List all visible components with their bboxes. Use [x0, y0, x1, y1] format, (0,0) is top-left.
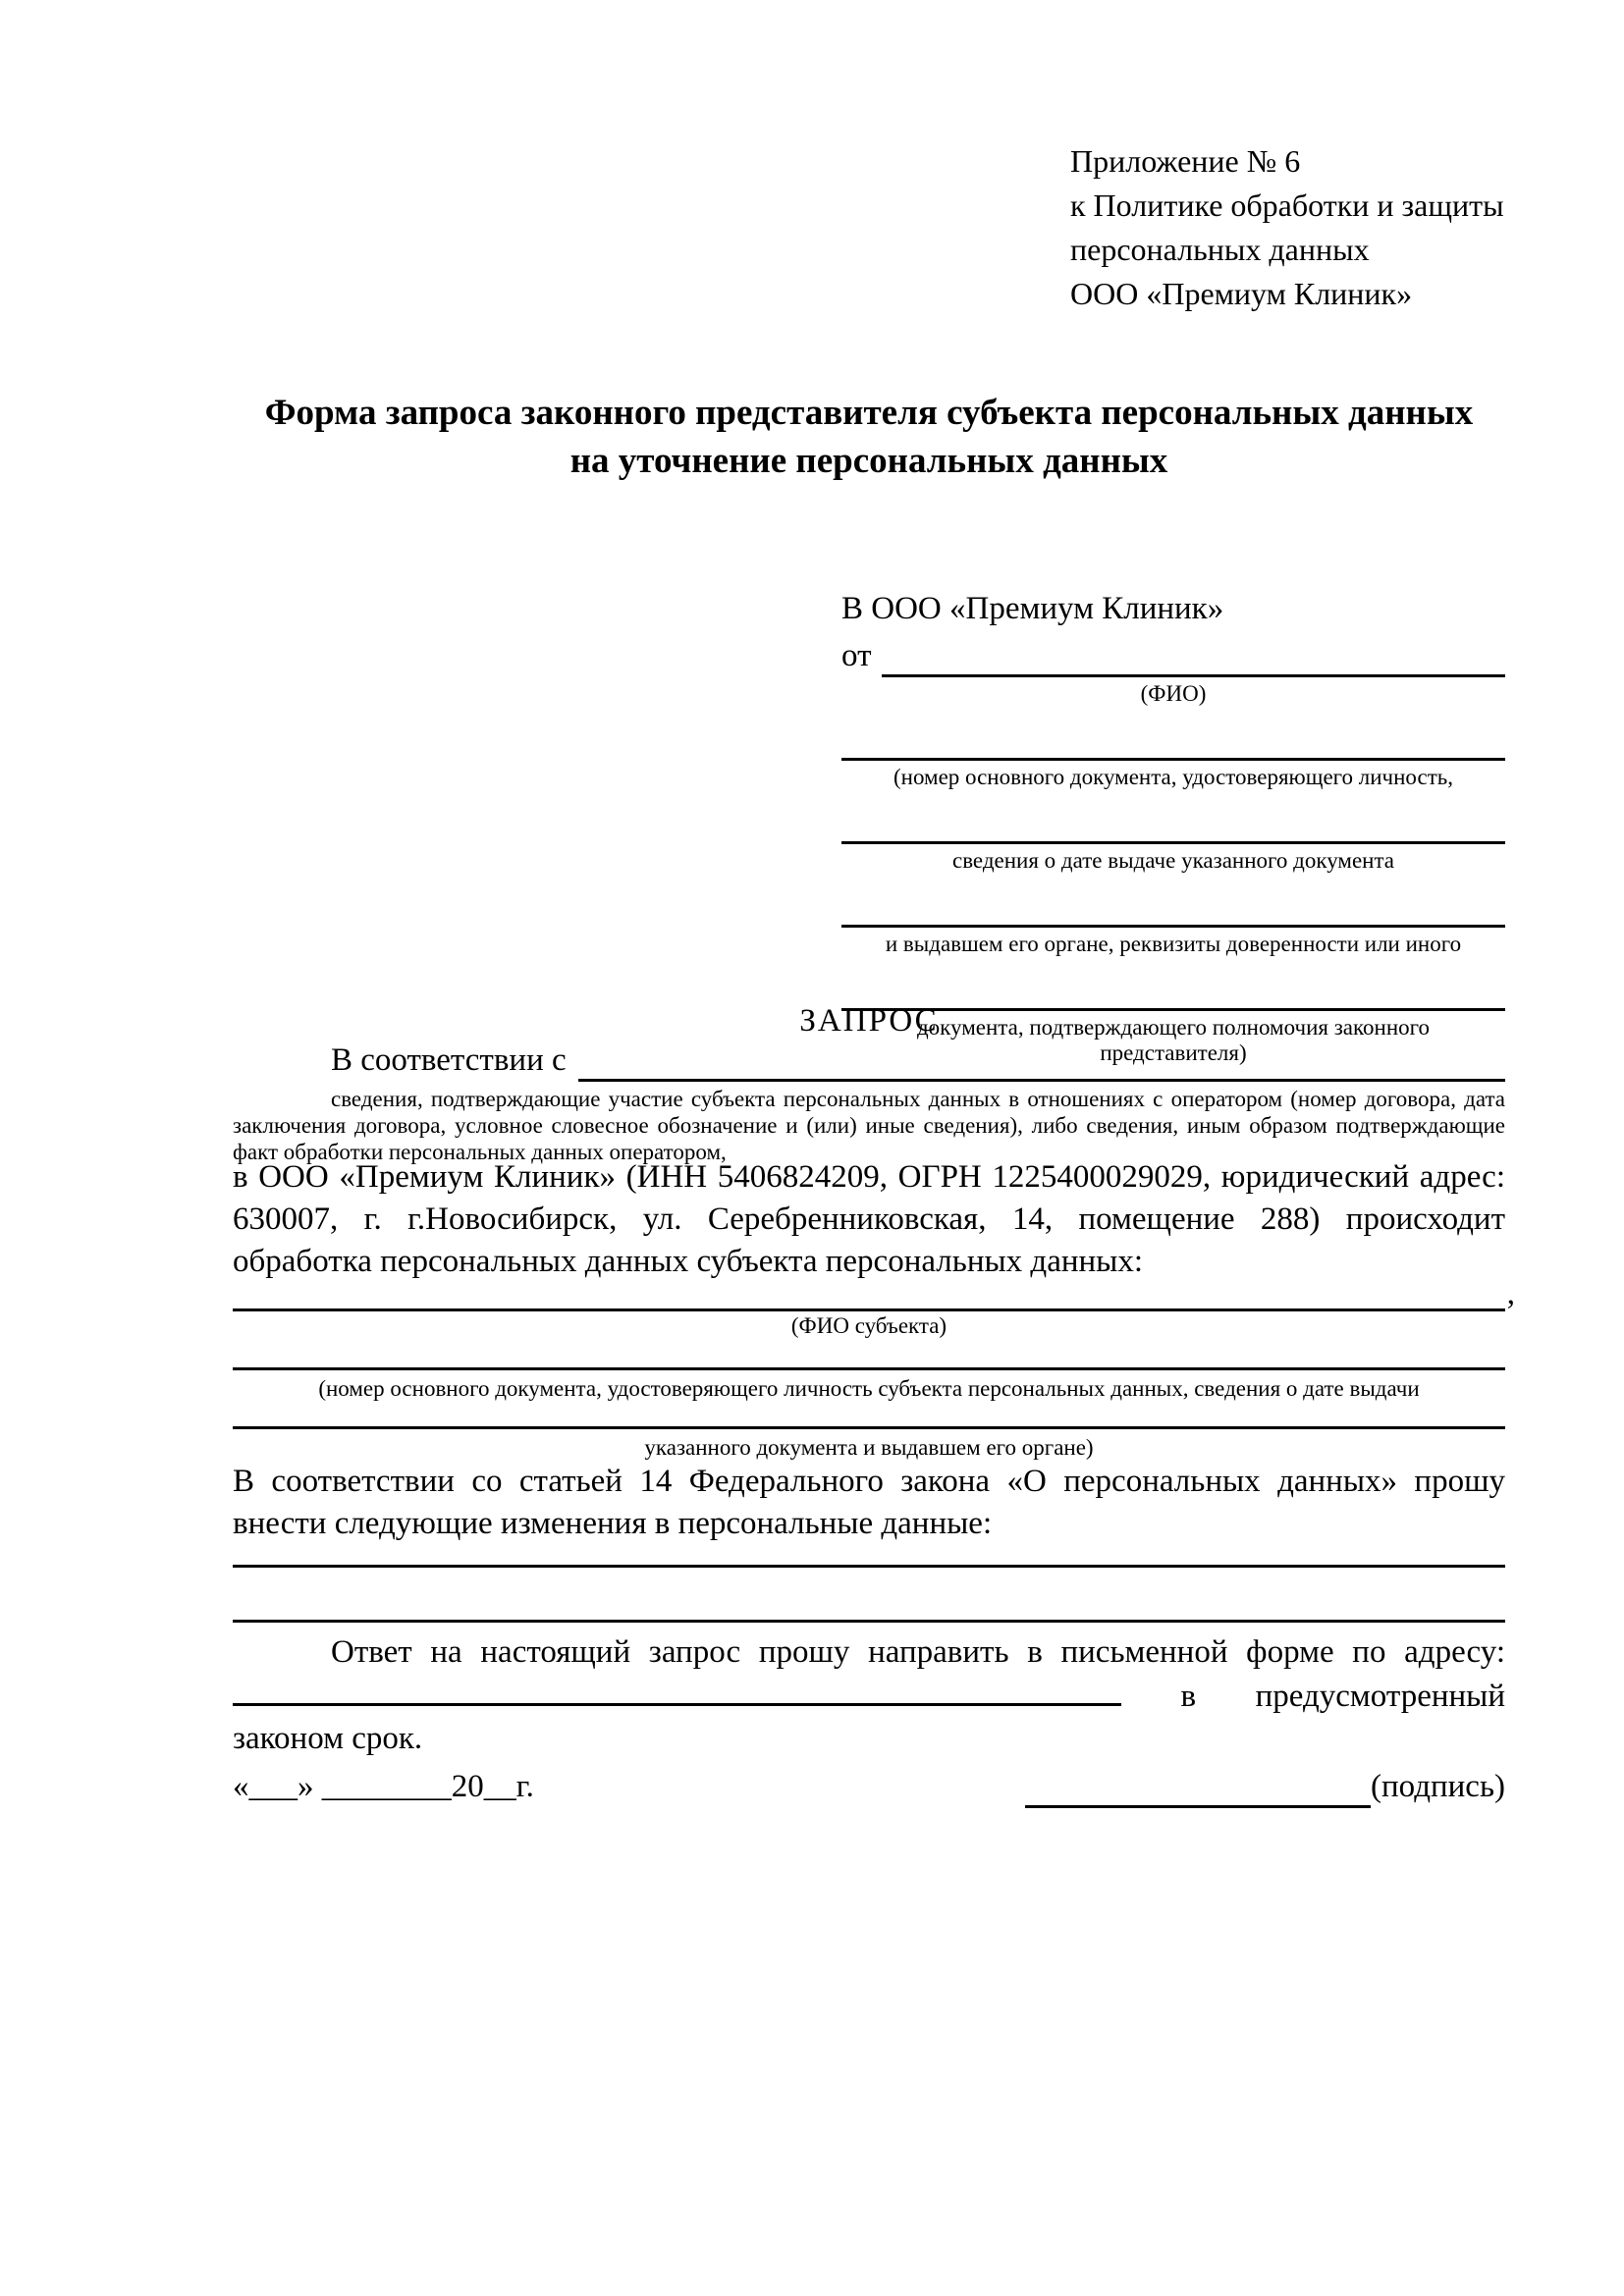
- law-paragraph: В соответствии со статьей 14 Федерального закона «О персональных данных» прошу внести следующие изменения в персональные данные:: [233, 1464, 1505, 1541]
- subject-document-caption-1: (номер основного документа, удостоверяющего личность субъекта персональных данных, сведения о дате выдачи: [318, 1376, 1420, 1401]
- blank-line-subject-document-2: [233, 1402, 1505, 1429]
- footer-row: [233, 1765, 1505, 1808]
- addressee-to-line: В ООО «Премиум Клиник»: [841, 591, 1224, 626]
- request-heading: ЗАПРОС: [799, 1003, 939, 1039]
- subject-document-caption-2: указанного документа и выдавшем его органе): [644, 1435, 1094, 1460]
- signature-caption: (подпись): [1371, 1769, 1505, 1804]
- answer-text-after: в предусмотренный законом срок.: [233, 1679, 1505, 1756]
- according-line: [233, 1039, 1505, 1082]
- blank-line-subject-fio: [233, 1281, 1505, 1311]
- appendix-line: Приложение № 6: [1070, 143, 1301, 179]
- representative-fio-caption: (ФИО): [1140, 681, 1207, 706]
- representative-caption-4: документа, подтверждающего полномочия законного представителя): [916, 1015, 1430, 1065]
- blank-line-subject-document: [233, 1343, 1505, 1370]
- appendix-line: к Политике обработки и защиты: [1070, 187, 1504, 223]
- subject-fio-caption: (ФИО субъекта): [790, 1313, 947, 1338]
- operator-paragraph: в ООО «Премиум Клиник» (ИНН 5406824209, ОГРН 1225400029029, юридический адрес: 630007, г. г.Новосибирск, ул. Серебренниковская, 14, помещение 288) происходит обработка персональных данных субъекта персональных данных:: [233, 1159, 1505, 1279]
- from-label: от: [841, 638, 872, 673]
- blank-line-changes-2: [233, 1598, 1505, 1623]
- blank-line-document-issue-date: [841, 820, 1505, 844]
- representative-caption-3: и выдавшем его органе, реквизиты доверенности или иного: [885, 932, 1462, 956]
- according-label: В соответствии с: [331, 1042, 567, 1078]
- representative-caption-2: сведения о дате выдаче указанного документа: [951, 848, 1395, 873]
- blank-line-representative-fio: [882, 637, 1506, 677]
- blank-line-issuing-authority: [841, 903, 1505, 928]
- signature-group: [1025, 1765, 1505, 1808]
- according-blank-caption: сведения, подтверждающие участие субъекта персональных данных в отношениях с оператором (номер договора, дата заключения договора, условное словесное обозначение и (или) иные сведения), либо сведения, иным образом подтверждающие факт обработки персональных данных оператором,: [233, 1087, 1505, 1164]
- blank-line-answer-address: [233, 1674, 1121, 1706]
- document-title-line-1: Форма запроса законного представителя субъекта персональных данных: [264, 393, 1474, 433]
- answer-text-before: Ответ на настоящий запрос прошу направить в письменной форме по адресу:: [331, 1634, 1505, 1670]
- appendix-line: персональных данных: [1070, 232, 1370, 267]
- document-title-line-2: на уточнение персональных данных: [569, 441, 1168, 481]
- blank-line-representative-document: [841, 736, 1505, 761]
- document-title: [233, 389, 1505, 485]
- date-blank: «___» ________20__г.: [233, 1769, 534, 1804]
- answer-paragraph: [233, 1631, 1505, 1760]
- blank-line-according-basis: [578, 1041, 1505, 1082]
- appendix-line: ООО «Премиум Клиник»: [1070, 276, 1413, 311]
- addressee-from-line: [841, 634, 1505, 677]
- subject-fio-line: [233, 1276, 1515, 1311]
- representative-caption-1: (номер основного документа, удостоверяющего личность,: [893, 765, 1453, 789]
- blank-line-changes-1: [233, 1543, 1505, 1568]
- blank-line-signature: [1025, 1772, 1371, 1808]
- appendix-block: [1070, 139, 1504, 316]
- addressee-block: [841, 587, 1505, 1066]
- subject-line-comma: ,: [1506, 1276, 1515, 1311]
